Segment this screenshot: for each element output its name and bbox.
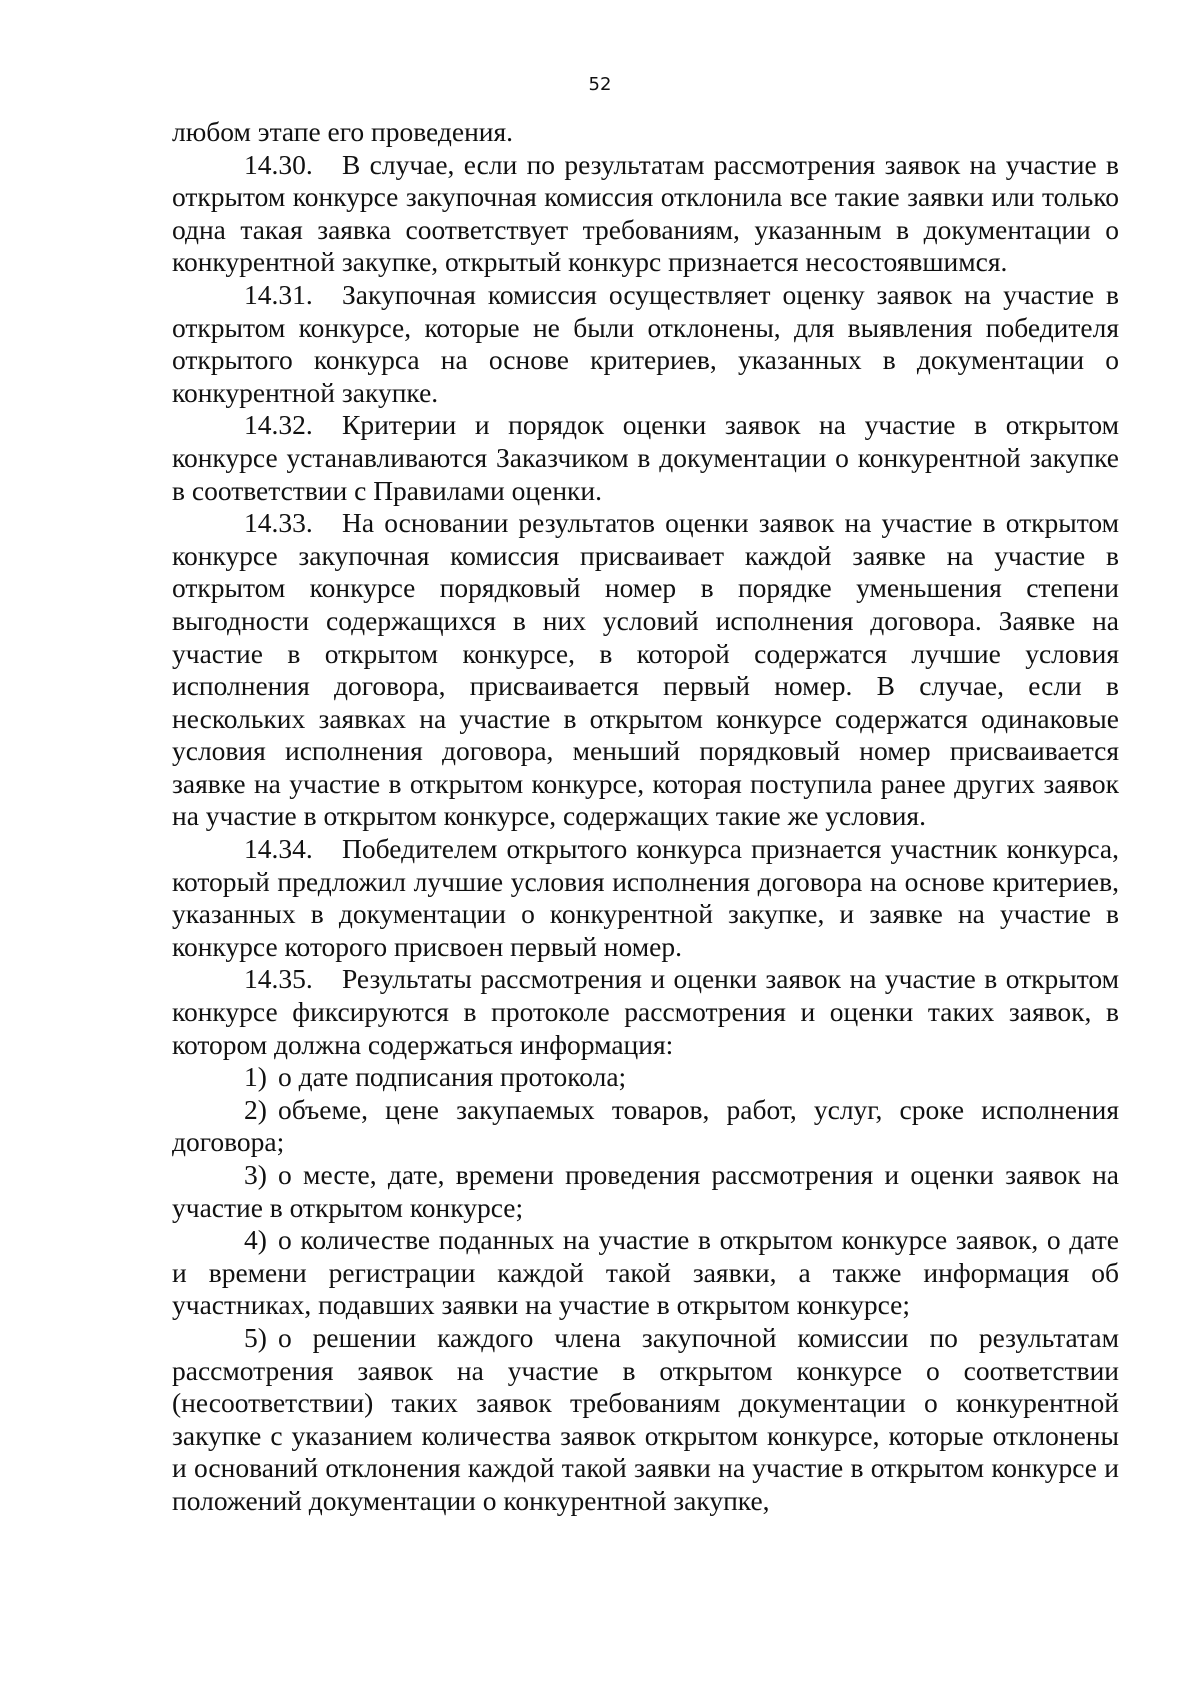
page-number: 52 (588, 74, 612, 95)
list-item (172, 1159, 1119, 1224)
list-item-number: 5) (244, 1321, 267, 1353)
clause-number: 14.35. (244, 963, 313, 995)
clause-14-33 (172, 507, 1119, 833)
list-item-text: о количестве поданных на участие в открытом конкурсе заявок, о дате и времени регистрации каждой такой заявки, а также информация об участниках, подавших заявки на участие в открытом конкурсе; (172, 1224, 1119, 1321)
clause-number: 14.31. (244, 278, 313, 310)
list-item-number: 3) (244, 1159, 267, 1190)
paragraph-continuation (172, 116, 1119, 149)
clause-number: 14.32. (244, 409, 313, 441)
list-item (172, 1322, 1119, 1518)
clause-14-32 (172, 409, 1119, 507)
list-item-number: 2) (244, 1093, 267, 1125)
clause-14-35 (172, 963, 1119, 1061)
list-item-number: 1) (244, 1061, 267, 1093)
list-item-text: объеме, цене закупаемых товаров, работ, услуг, сроке исполнения договора; (172, 1093, 1119, 1158)
paragraph-text: любом этапе его проведения. (172, 116, 514, 147)
clause-text: Результаты рассмотрения и оценки заявок на участие в открытом конкурсе фиксируются в протоколе рассмотрения и оценки таких заявок, в котором должна содержаться информация: (172, 963, 1119, 1060)
list-item (172, 1061, 1119, 1094)
list-item-text: о месте, дате, времени проведения рассмотрения и оценки заявок на участие в открытом конкурсе; (172, 1159, 1119, 1223)
clause-14-34 (172, 833, 1119, 963)
list-item-number: 4) (244, 1224, 267, 1256)
list-item (172, 1224, 1119, 1322)
clause-14-31 (172, 279, 1119, 409)
clause-14-30 (172, 149, 1119, 279)
clause-text: Критерии и порядок оценки заявок на участие в открытом конкурсе устанавливаются Заказчиком в документации о конкурентной закупке в соответствии с Правилами оценки. (172, 409, 1119, 506)
list-item-text: о решении каждого члена закупочной комиссии по результатам рассмотрения заявок на участие в открытом конкурсе о соответствии (несоответствии) таких заявок требованиям документации о конкурентной закупке с указанием количества заявок открытом конкурсе, которые отклонены и оснований отклонения каждой такой заявки на участие в открытом конкурсе и положений документации о конкурентной закупке, (172, 1321, 1119, 1516)
clause-number: 14.30. (244, 148, 313, 180)
clause-number: 14.34. (244, 833, 313, 865)
clause-text: Закупочная комиссия осуществляет оценку заявок на участие в открытом конкурсе, которые не были отклонены, для выявления победителя открытого конкурса на основе критериев, указанных в документации о конкурентной закупке. (172, 278, 1119, 408)
document-body (172, 116, 1119, 1518)
list-item-text: о дате подписания протокола; (278, 1061, 627, 1093)
clause-number: 14.33. (244, 507, 313, 539)
clause-text: В случае, если по результатам рассмотрения заявок на участие в открытом конкурсе закупочная комиссия отклонила все такие заявки или только одна такая заявка соответствует требованиям, указанным в документации о конкурентной закупке, открытый конкурс признается несостоявшимся. (172, 148, 1119, 278)
list-item (172, 1094, 1119, 1159)
clause-text: Победителем открытого конкурса признается участник конкурса, который предложил лучшие условия исполнения договора на основе критериев, указанных в документации о конкурентной закупке, и заявке на участие в конкурсе которого присвоен первый номер. (172, 833, 1119, 962)
clause-text: На основании результатов оценки заявок на участие в открытом конкурсе закупочная комиссия присваивает каждой заявке на участие в открытом конкурсе порядковый номер в порядке уменьшения степени выгодности содержащихся в них условий исполнения договора. Заявке на участие в открытом конкурсе, в которой содержатся лучшие условия исполнения договора, присваивается первый номер. В случае, если в нескольких заявках на участие в открытом конкурсе содержатся одинаковые условия исполнения договора, меньший порядковый номер присваивается заявке на участие в открытом конкурсе, которая поступила ранее других заявок на участие в открытом конкурсе, содержащих такие же условия. (172, 507, 1119, 832)
